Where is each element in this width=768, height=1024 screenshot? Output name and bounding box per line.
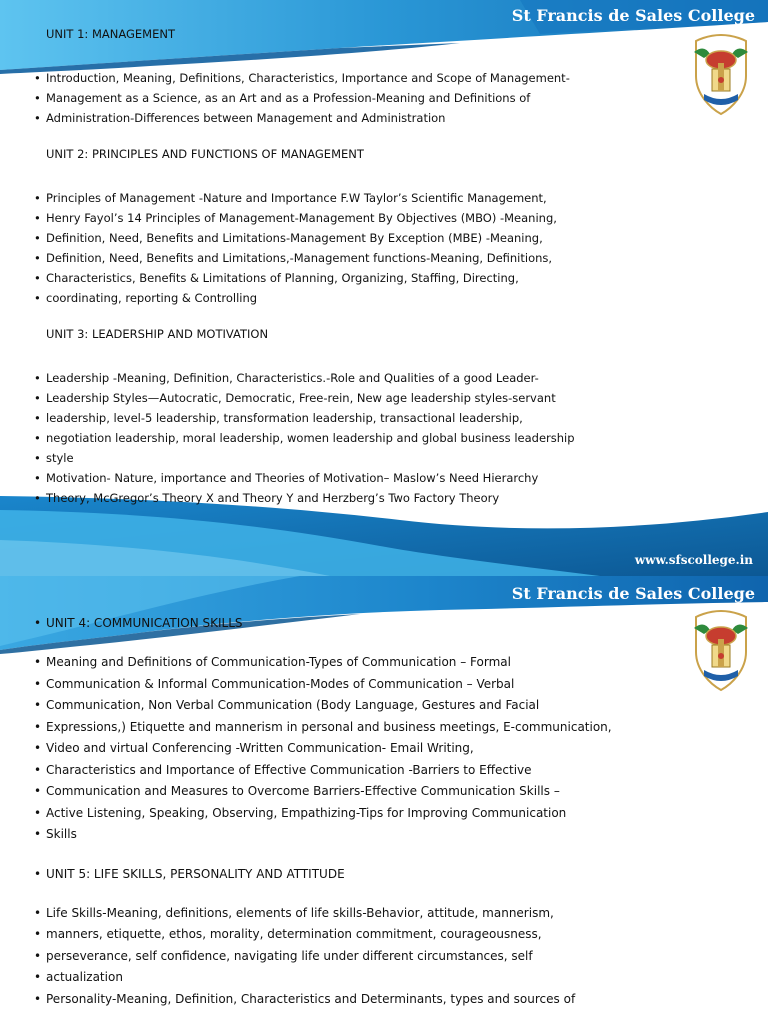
unit-4-points <box>34 652 676 846</box>
list-item: • Video and virtual Conferencing -Written Communication- Email Writing, <box>34 741 474 755</box>
slide-2-content <box>34 615 676 1010</box>
list-item: • Leadership -Meaning, Definition, Characteristics.-Role and Qualities of a good Leader- <box>34 371 539 385</box>
list-item: • Management as a Science, as an Art and as a Profession-Meaning and Definitions of <box>34 91 531 105</box>
list-item: • Theory, McGregor’s Theory X and Theory Y and Herzberg’s Two Factory Theory <box>34 491 500 505</box>
unit-3-heading: UNIT 3: LEADERSHIP AND MOTIVATION <box>46 327 269 341</box>
list-item: • Characteristics, Benefits & Limitations of Planning, Organizing, Staffing, Directing, <box>34 271 519 285</box>
list-item: • Characteristics and Importance of Effective Communication -Barriers to Effective <box>34 762 532 777</box>
unit-1-points <box>34 68 646 128</box>
list-item: • Personality-Meaning, Definition, Characteristics and Determinants, types and sources of <box>34 991 576 1006</box>
unit-5-points <box>34 903 676 1011</box>
website-link[interactable]: www.sfscollege.in <box>634 553 753 567</box>
list-item: • Definition, Need, Benefits and Limitations,-Management functions-Meaning, Definitions, <box>34 251 553 265</box>
unit-5-heading: • UNIT 5: LIFE SKILLS, PERSONALITY AND ATTITUDE <box>46 866 676 882</box>
list-item: • Principles of Management -Nature and Importance F.W Taylor’s Scientific Management, <box>34 191 547 205</box>
list-item: • Introduction, Meaning, Definitions, Characteristics, Importance and Scope of Management- <box>34 71 570 85</box>
list-item: • Communication, Non Verbal Communication (Body Language, Gestures and Facial <box>34 698 540 712</box>
list-item: • negotiation leadership, moral leadership, women leadership and global business leadership <box>34 431 575 445</box>
college-crest-logo-icon <box>690 610 752 692</box>
list-item: • Motivation- Nature, importance and Theories of Motivation– Maslow’s Need Hierarchy <box>34 471 539 485</box>
list-item: • style <box>34 451 74 465</box>
list-item: • Leadership Styles—Autocratic, Democratic, Free-rein, New age leadership styles-servant <box>34 391 556 405</box>
list-item: • coordinating, reporting & Controlling <box>34 291 258 305</box>
list-item: • Active Listening, Speaking, Observing, Empathizing-Tips for Improving Communication <box>34 805 567 820</box>
college-crest-logo-icon <box>690 34 752 116</box>
unit-2-heading: UNIT 2: PRINCIPLES AND FUNCTIONS OF MANAGEMENT <box>46 147 364 161</box>
list-item: • manners, etiquette, ethos, morality, determination commitment, courageousness, <box>34 927 542 941</box>
list-item: • Skills <box>34 827 77 841</box>
slide-1-content <box>34 26 646 508</box>
unit-3-points <box>34 368 646 508</box>
list-item: • leadership, level-5 leadership, transformation leadership, transactional leadership, <box>34 411 523 425</box>
list-item: • actualization <box>34 970 123 984</box>
list-item: • Expressions,) Etiquette and mannerism in personal and business meetings, E-communication, <box>34 719 612 734</box>
unit-4-heading: • UNIT 4: COMMUNICATION SKILLS <box>46 615 676 631</box>
unit-2-points <box>34 188 646 308</box>
list-item: • Meaning and Definitions of Communication-Types of Communication – Formal <box>34 655 511 669</box>
list-item: • Communication & Informal Communication-Modes of Communication – Verbal <box>34 676 515 691</box>
college-name: St Francis de Sales College <box>511 6 755 25</box>
list-item: • Life Skills-Meaning, definitions, elements of life skills-Behavior, attitude, mannerism, <box>34 905 554 920</box>
list-item: • Definition, Need, Benefits and Limitations-Management By Exception (MBE) -Meaning, <box>34 231 543 245</box>
list-item: • perseverance, self confidence, navigating life under different circumstances, self <box>34 948 533 963</box>
list-item: • Communication and Measures to Overcome Barriers-Effective Communication Skills – <box>34 784 560 798</box>
college-name: St Francis de Sales College <box>511 584 755 603</box>
slide-2 <box>0 576 768 1024</box>
list-item: • Henry Fayol’s 14 Principles of Management-Management By Objectives (MBO) -Meaning, <box>34 211 557 225</box>
unit-1-heading: UNIT 1: MANAGEMENT <box>46 27 175 41</box>
list-item: • Administration-Differences between Management and Administration <box>34 111 446 125</box>
